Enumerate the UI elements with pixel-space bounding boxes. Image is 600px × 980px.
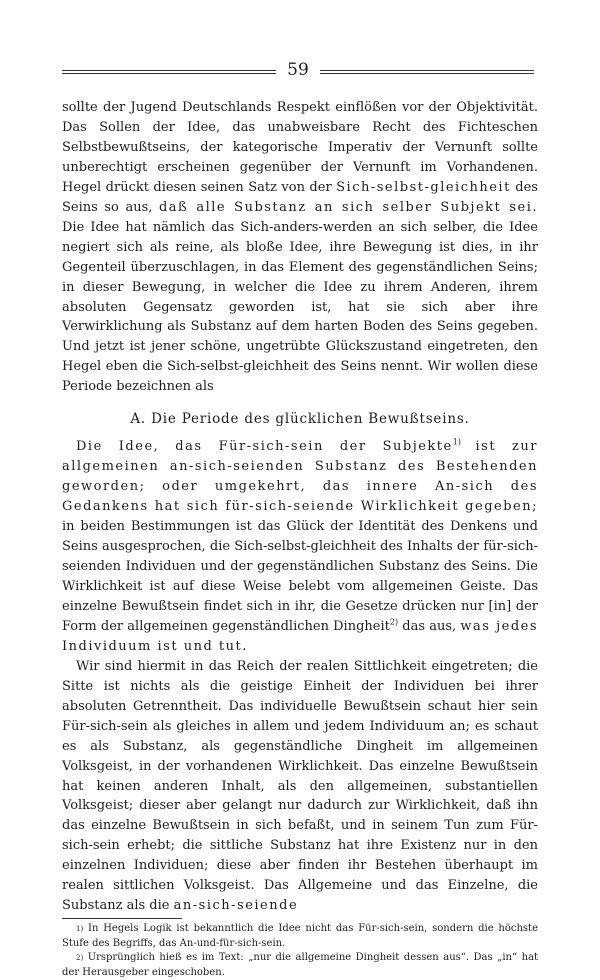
emphasis-fuer-sich-sein: Die Idee, das Für-sich-sein der Subjekte (76, 439, 453, 455)
paragraph-3-text: Wir sind hiermit in das Reich der realen Sittlichkeit eingetreten; die Sitte ist nichts als die geistige Einheit der Individuen bei ihrer absoluten Getrenntheit. Das individuelle Bewußtsein schaut hier sein Für-sich-sein als gleiches in allem und jedem Individuum an; es schaut es als Substanz, als gegenständliche Dingheit im allgemeinen Volksgeist, in der vorhandenen Wirklichkeit. Das einzelne Bewußtsein hat keinen anderen Inhalt, als den allgemeinen, substantiellen Volksgeist; dieser aber gelangt nur dadurch zur Wirklichkeit, daß ihn das einzelne Bewußtsein in sich befaßt, und in seinem Tun zum Für-sich-sein erhebt; die sittliche Substanz hat ihre Existenz nur in den einzelnen Individuen; diese aber finden ihr Bestehen überhaupt im realen sittlichen Volksgeist. Das Allgemeine und das Einzelne, die Substanz als die (62, 658, 538, 914)
footnote-divider (62, 918, 182, 919)
page-header (62, 60, 534, 84)
paragraph-1-text: sollte der Jugend Deutschlands Respekt einflößen vor der Objektivität. Das Sollen der Idee, das unabweisbare Recht des Fichteschen Selbstbewußtseins, der kategorische Imperativ der Vernunft sollte unberechtigt erscheinen gegenüber der Vernunft im Vorhandenen. Hegel drückt diesen seinen Satz von der (62, 100, 538, 195)
footnote-1-text: In Hegels Logik ist bekanntlich die Idee nicht das Für-sich-sein, sondern die höchste Stufe des Begriffs, das An-und-für-sich-sein. (62, 923, 538, 949)
paragraph-2-text-b: das aus, (402, 618, 457, 634)
emphasis-allgemeine-substanz: ist zur allgemeinen an-sich-seienden Substanz des Bestehenden geworden; oder umgekehrt, das innere An-sich des Gedankens hat sich für-sich-seiende Wirklichkeit gegeben; (62, 439, 538, 515)
paragraph-1 (62, 98, 538, 397)
footnote-2 (62, 951, 538, 980)
page-number: 59 (287, 60, 309, 80)
emphasis-sich-selbst-gleichheit: Sich-selbst-gleichheit (336, 179, 511, 195)
section-heading: A. Die Periode des glücklichen Bewußtseins. (130, 411, 470, 428)
emphasis-individuum: was jedes Individuum ist und tut. (62, 618, 539, 654)
footnote-1 (62, 922, 538, 951)
header-rule-right (320, 70, 534, 71)
footnote-2-text: Ursprünglich hieß es im Text: „nur die allgemeine Dingheit dessen aus“. Das „in“ hat der Herausgeber eingeschoben. (62, 952, 538, 978)
paragraph-2 (62, 437, 538, 656)
footnote-ref-2: 2) (389, 617, 399, 627)
emphasis-substanz-subjekt: daß alle Substanz an sich selber Subjekt sei. (158, 199, 538, 215)
body-text (62, 98, 538, 980)
paragraph-3 (62, 657, 538, 916)
paragraph-1-text-b: des Seins so aus, (62, 179, 538, 215)
paragraph-2-text: in beiden Bestimmungen ist das Glück der Identität des Denkens und Seins ausgesprochen, die Sich-selbst-gleichheit des Inhalts der für-sich-seienden Individuen und der gegenständlichen Substanz des Seins. Die Wirklichkeit ist auf diese Weise belebt vom allgemeinen Geiste. Das einzelne Bewußtsein findet sich in ihr, die Gesetze drücken nur [in] der Form der allgemeinen gegenständlichen Dingheit (62, 519, 538, 634)
paragraph-1-text-c: Die Idee hat nämlich das Sich-anders-werden an sich selber, die Idee negiert sich als reine, als bloße Idee, ihre Bewegung ist dies, in ihr Gegenteil überzuschlagen, in das Element des gegenständlichen Seins; in dieser Bewegung, in welcher die Idee zu ihrem Anderen, ihrem absoluten Gegensatz geworden ist, hat sie sich aber ihre Verwirklichung als Substanz auf dem harten Boden des Seins gegeben. Und jetzt ist jener schöne, ungetrübte Glückszustand eingetreten, den Hegel eben die Sich-selbst-gleichheit des Seins nennt. Wir wollen diese Periode bezeichnen als (62, 219, 538, 395)
emphasis-an-sich-seiende: an-sich-seiende (173, 898, 299, 914)
footnote-1-mark: 1) (76, 925, 84, 934)
footnote-ref-1: 1) (452, 437, 461, 447)
footnote-2-mark: 2) (76, 954, 84, 963)
